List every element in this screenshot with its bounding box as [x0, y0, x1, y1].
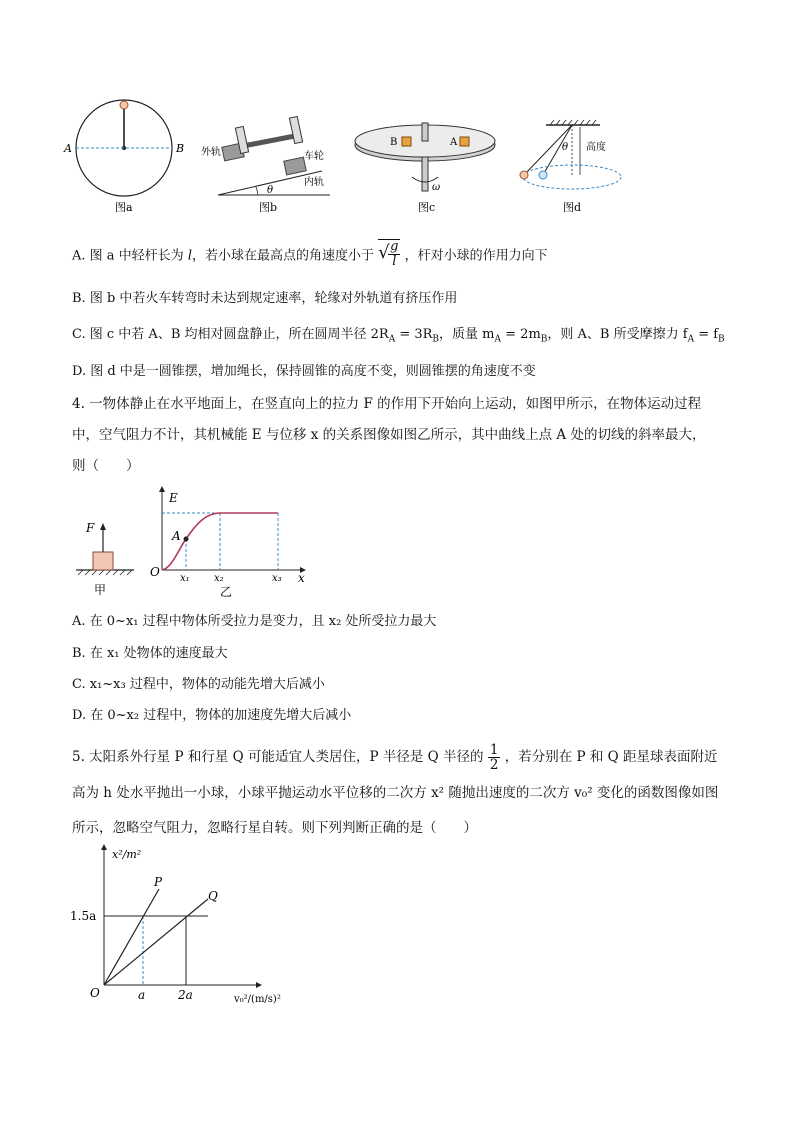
- figure-jia: [76, 521, 134, 597]
- axis-x-label: v₀²/(m/s)²: [234, 994, 281, 1005]
- figure-yi: [150, 486, 306, 599]
- q4-figure: [60, 482, 320, 600]
- fig-b-angle: θ: [267, 185, 274, 196]
- x-tick-2a: 2a: [178, 988, 193, 1002]
- fig-yi-caption: 乙: [220, 585, 233, 599]
- figure-d: [520, 120, 621, 189]
- fig-c-omega: ω: [432, 182, 441, 193]
- figure-b: [201, 116, 330, 196]
- fig-b-inner-rail: 内轨: [304, 177, 324, 188]
- force-f-label: F: [86, 521, 95, 535]
- q5-figure: [68, 842, 298, 1012]
- q3-option-a: A. 图 a 中轻杆长为 l，若小球在最高点的角速度小于 √ $\frac{g}{l}$ ，杆对小球的作用力向下: [72, 239, 548, 269]
- origin-label: O: [90, 986, 100, 1000]
- fig-c-label-b: B: [390, 137, 398, 148]
- fig-jia-caption: 甲: [94, 583, 107, 597]
- q3-option-b: B. 图 b 中若火车转弯时未达到规定速率，轮缘对外轨道有挤压作用: [72, 291, 458, 306]
- y-tick-1-5a: 1.5a: [70, 909, 97, 923]
- axis-e-label: E: [169, 491, 178, 505]
- line-q-label: Q: [208, 889, 218, 903]
- q4-option-c: C. x₁~x₃ 过程中，物体的动能先增大后减小: [72, 677, 325, 692]
- q5-stem-line3: 所示，忽略空气阻力，忽略行星自转。则下列判断正确的是（ ）: [72, 820, 477, 836]
- fig-d-height: 高度: [586, 142, 606, 153]
- tick-x2: x₂: [214, 573, 224, 584]
- fig-d-caption: 图d: [563, 201, 582, 214]
- q4-stem-line2: 中，空气阻力不计，其机械能 E 与位移 x 的关系图像如图乙所示，其中曲线上点 A 处的切线的斜率最大，: [72, 427, 706, 443]
- q5-stem-line1: 5. 太阳系外行星 P 和行星 Q 可能适宜人类居住，P 半径是 Q 半径的 $\frac{1}{2}$ ，若分别在 P 和 Q 距星球表面附近: [72, 742, 718, 773]
- line-p: [104, 889, 159, 985]
- q3-figures: [0, 95, 794, 220]
- q4-option-d: D. 在 0~x₂ 过程中，物体的加速度先增大后减小: [72, 708, 352, 723]
- axis-y-label: x²/m²: [112, 848, 142, 861]
- origin-label: O: [150, 565, 160, 579]
- fig-c-caption: 图c: [418, 201, 436, 214]
- fig-b-caption: 图b: [259, 201, 278, 214]
- figure-a: [63, 100, 184, 196]
- line-q: [104, 899, 208, 985]
- fig-b-wheel: 车轮: [304, 151, 324, 162]
- q3-option-d: D. 图 d 中是一圆锥摆，增加绳长，保持圆锥的高度不变，则圆锥摆的角速度不变: [72, 364, 536, 379]
- tick-x3: x₃: [272, 573, 282, 584]
- fig-d-theta: θ: [562, 142, 569, 153]
- axis-x-label: x: [298, 571, 305, 585]
- q3-option-c: C. 图 c 中若 A、B 均相对圆盘静止，所在圆周半径 $2R_A = 3R_B$，质量 $m_A = 2m_B$，则 A、B 所受摩擦力 $f_A = f_B$: [72, 327, 725, 345]
- q4-option-b: B. 在 x₁ 处物体的速度最大: [72, 646, 228, 661]
- fig-c-label-a: A: [450, 137, 458, 148]
- q4-stem-line1: 4. 一物体静止在水平地面上，在竖直向上的拉力 F 的作用下开始向上运动，如图甲所示，在物体运动过程: [72, 396, 702, 412]
- fraction-one-half: $\frac{1}{2}$: [489, 742, 499, 773]
- line-p-label: P: [154, 875, 163, 889]
- q4-option-a: A. 在 0~x₁ 过程中物体所受拉力是变力，且 x₂ 处所受拉力最大: [72, 614, 437, 629]
- figure-c: [355, 123, 495, 193]
- tick-x1: x₁: [180, 573, 190, 584]
- q4-stem-line3: 则（ ）: [72, 458, 140, 474]
- fig-b-outer-rail: 外轨: [201, 147, 221, 158]
- fig-a-label-b: B: [176, 142, 185, 155]
- sqrt-g-over-l: √ $\frac{g}{l}$: [378, 239, 399, 269]
- fig-a-label-a: A: [64, 142, 72, 155]
- fig-a-caption: 图a: [115, 201, 133, 214]
- x-tick-a: a: [138, 988, 146, 1002]
- q5-stem-line2: 高为 h 处水平抛出一小球，小球平抛运动水平位移的二次方 x² 随抛出速度的二次方 v₀² 变化的函数图像如图: [72, 785, 719, 801]
- point-a-label: A: [172, 529, 181, 543]
